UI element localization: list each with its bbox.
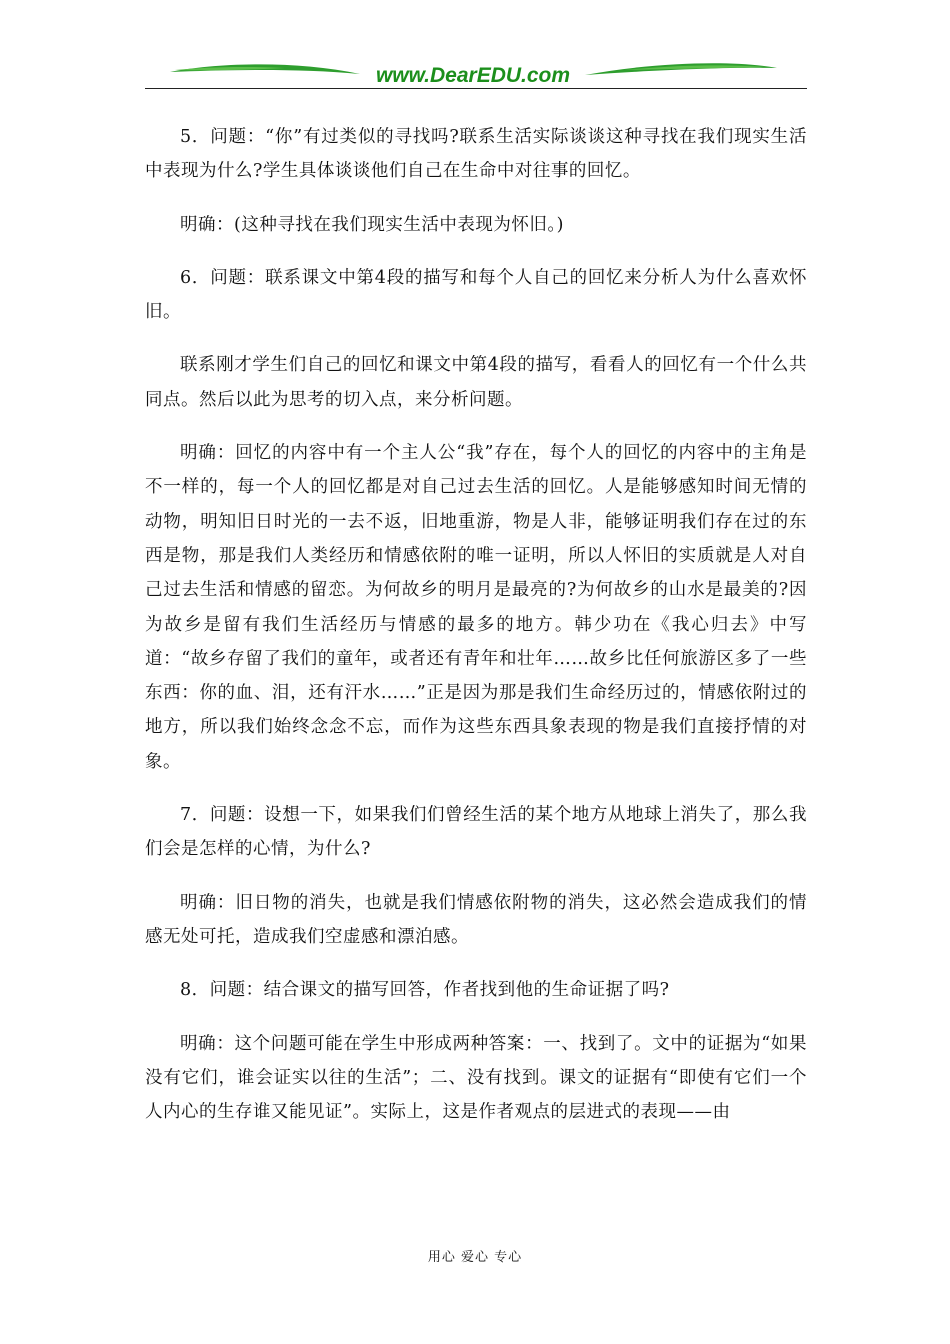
paragraph-q5: 5．问题：“你”有过类似的寻找吗?联系生活实际谈谈这种寻找在我们现实生活中表现为什么?学生具体谈谈他们自己在生命中对往事的回忆。 — [145, 127, 807, 182]
header-swoosh-graphic — [145, 58, 807, 90]
document-body — [145, 120, 807, 1148]
paragraph-q7: 7．问题：设想一下，如果我们们曾经生活的某个地方从地球上消失了，那么我们会是怎样的心情，为什么? — [145, 805, 807, 860]
paragraph-answer-7: 明确：旧日物的消失，也就是我们情感依附物的消失，这必然会造成我们的情感无处可托，造成我们空虚感和漂泊感。 — [145, 892, 807, 947]
header-divider — [145, 88, 807, 89]
site-name: www.DearEDU.com — [375, 64, 571, 87]
page-footer: 用心 爱心 专心 — [427, 1250, 523, 1265]
paragraph-answer-8: 明确：这个问题可能在学生中形成两种答案：一、找到了。文中的证据为“如果没有它们，谁会证实以往的生活”；二、没有找到。课文的证据有“即使有它们一个人内心的生存谁又能见证”。实际上，这是作者观点的层进式的表现——由 — [145, 1033, 807, 1123]
right-swoosh — [585, 63, 777, 75]
paragraph-q6-guidance: 联系刚才学生们自己的回忆和课文中第4段的描写，看看人的回忆有一个什么共同点。然后以此为思考的切入点，来分析问题。 — [145, 355, 807, 410]
site-header-logo — [145, 58, 807, 90]
paragraph-q6: 6．问题：联系课文中第4段的描写和每个人自己的回忆来分析人为什么喜欢怀旧。 — [145, 267, 807, 323]
paragraph-answer-5: 明确：(这种寻找在我们现实生活中表现为怀旧。) — [180, 214, 564, 235]
paragraph-q8: 8．问题：结合课文的描写回答，作者找到他的生命证据了吗? — [180, 980, 670, 1001]
paragraph-answer-6: 明确：回忆的内容中有一个主人公“我”存在，每个人的回忆的内容中的主角是不一样的，每一个人的回忆都是对自己过去生活的回忆。人是能够感知时间无情的动物，明知旧日时光的一去不返，旧地重游，物是人非，能够证明我们存在过的东西是物，那是我们人类经历和情感依附的唯一证明，所以人怀旧的实质就是人对自己过去生活和情感的留恋。为何故乡的明月是最亮的?为何故乡的山水是最美的?因为故乡是留有我们生活经历与情感的最多的地方。韩少功在《我心归去》中写道：“故乡存留了我们的童年，或者还有青年和壮年……故乡比任何旅游区多了一些东西：你的血、泪，还有汗水……”正是因为那是我们生命经历过的，情感依附过的地方，所以我们始终念念不忘，而作为这些东西具象表现的物是我们直接抒情的对象。 — [145, 443, 807, 772]
